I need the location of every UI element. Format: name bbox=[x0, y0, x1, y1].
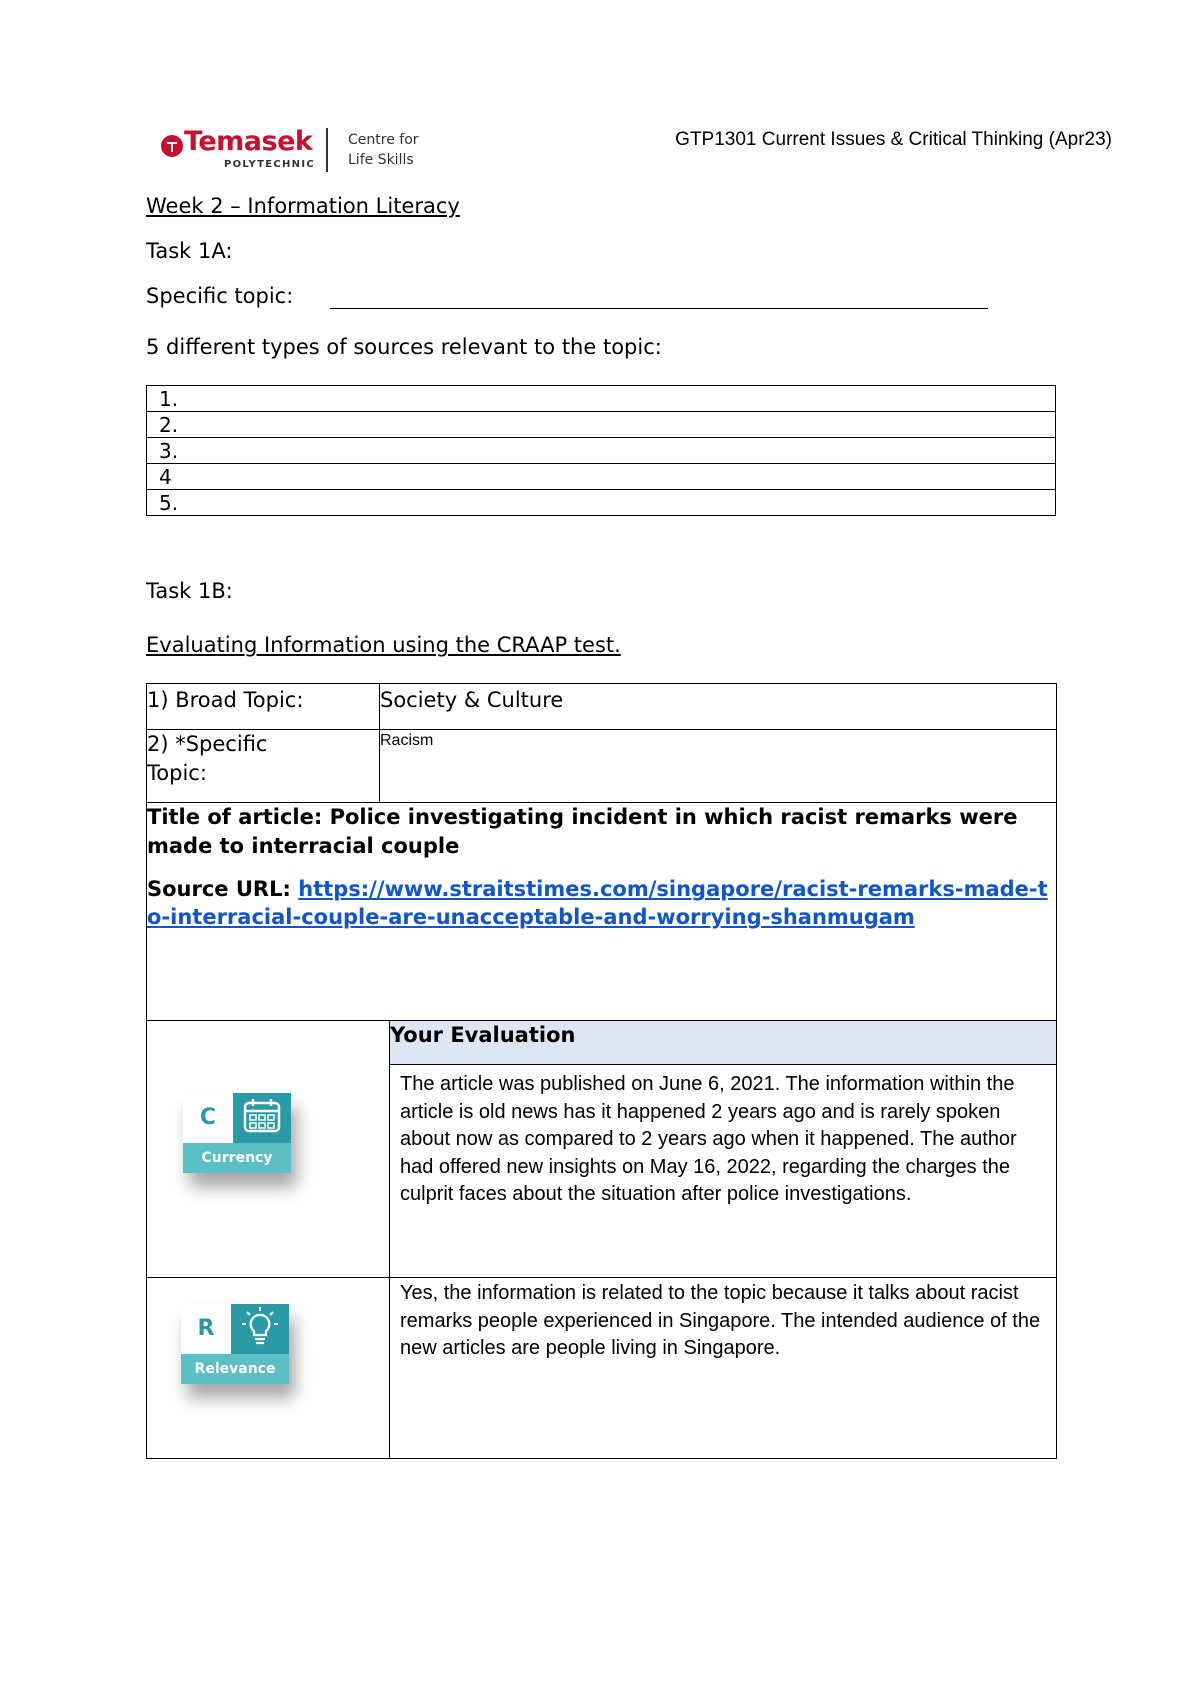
temasek-emblem-icon bbox=[160, 134, 184, 158]
relevance-evaluation-text: Yes, the information is related to the topic because it talks about racist remarks people experienced in Singapore. The intended audience of the new articles are people living in Singapore. bbox=[400, 1282, 1041, 1359]
currency-evaluation-text: The article was published on June 6, 2021. The information within the article is old news has it happened 2 years ago and is rarely spoken about now as compared to 2 years ago when it happened. The author had offered new insights on May 16, 2022, regarding the charges the culprit faces about the situation after police investigations. bbox=[400, 1073, 1017, 1205]
article-title-label: Title of article: bbox=[147, 805, 330, 829]
source-url-label: Source URL: bbox=[147, 877, 299, 901]
specific-topic-value: Racism bbox=[380, 732, 434, 749]
currency-label: Currency bbox=[183, 1143, 291, 1173]
source-cell[interactable]: 4 bbox=[147, 464, 1056, 490]
logo-wordmark: Temasek bbox=[184, 126, 313, 157]
relevance-label: Relevance bbox=[181, 1354, 289, 1384]
logo-subtitle: POLYTECHNIC bbox=[224, 159, 315, 170]
source-row bbox=[147, 490, 1056, 516]
broad-topic-label: 1) Broad Topic: bbox=[147, 688, 304, 712]
specific-topic-label-line1: 2) *Specific bbox=[147, 732, 268, 756]
specific-topic-blank[interactable] bbox=[330, 308, 988, 309]
currency-evaluation-cell[interactable] bbox=[390, 1065, 1057, 1278]
source-row bbox=[147, 386, 1056, 412]
source-url-line bbox=[147, 875, 1056, 931]
article-title bbox=[147, 803, 1056, 861]
source-row bbox=[147, 438, 1056, 464]
task-1b-label: Task 1B: bbox=[146, 579, 233, 603]
logo-unit bbox=[348, 130, 419, 170]
specific-topic-value-cell[interactable] bbox=[380, 730, 1057, 803]
source-row bbox=[147, 464, 1056, 490]
currency-badge bbox=[183, 1093, 291, 1173]
evaluation-heading: Your Evaluation bbox=[390, 1021, 1057, 1065]
specific-topic-label: Specific topic: bbox=[146, 284, 294, 308]
relevance-row bbox=[147, 1278, 1057, 1459]
broad-topic-value-cell[interactable] bbox=[380, 684, 1057, 730]
sources-prompt: 5 different types of sources relevant to the topic: bbox=[146, 335, 662, 359]
relevance-badge-cell bbox=[147, 1278, 390, 1459]
source-url-link[interactable]: https://www.straitstimes.com/singapore/racist-remarks-made-to-interracial-couple-are-unacceptable-and-worrying-shanmugam bbox=[147, 877, 1048, 929]
broad-topic-label-cell bbox=[147, 684, 380, 730]
currency-letter: C bbox=[183, 1093, 233, 1143]
craap-heading: Evaluating Information using the CRAAP test. bbox=[146, 633, 621, 657]
sources-table bbox=[146, 385, 1056, 516]
specific-topic-label-cell bbox=[147, 730, 380, 803]
temasek-logo bbox=[160, 126, 422, 174]
article-cell bbox=[147, 803, 1057, 1021]
logo-unit-line1: Centre for bbox=[348, 132, 419, 148]
course-title: GTP1301 Current Issues & Critical Thinking (Apr23) bbox=[675, 129, 1112, 150]
logo-divider bbox=[326, 128, 328, 172]
relevance-badge bbox=[181, 1304, 289, 1384]
relevance-evaluation-cell[interactable] bbox=[390, 1278, 1057, 1459]
article-row bbox=[147, 803, 1057, 1021]
broad-topic-value: Society & Culture bbox=[380, 688, 564, 712]
calendar-icon bbox=[233, 1093, 291, 1143]
source-cell[interactable]: 5. bbox=[147, 490, 1056, 516]
article-title-value: Police investigating incident in which racist remarks were made to interracial couple bbox=[147, 805, 1018, 858]
source-cell[interactable]: 3. bbox=[147, 438, 1056, 464]
specific-topic-row bbox=[147, 730, 1057, 803]
specific-topic-label-line2: Topic: bbox=[147, 761, 207, 785]
broad-topic-row bbox=[147, 684, 1057, 730]
evaluation-header-row bbox=[147, 1021, 1057, 1065]
source-cell[interactable]: 1. bbox=[147, 386, 1056, 412]
currency-badge-cell bbox=[147, 1021, 390, 1278]
source-cell[interactable]: 2. bbox=[147, 412, 1056, 438]
task-1a-label: Task 1A: bbox=[146, 239, 233, 263]
week-heading: Week 2 – Information Literacy bbox=[146, 194, 460, 218]
source-row bbox=[147, 412, 1056, 438]
lightbulb-icon bbox=[231, 1304, 289, 1354]
logo-unit-line2: Life Skills bbox=[348, 152, 414, 168]
craap-table bbox=[146, 683, 1057, 1459]
relevance-letter: R bbox=[181, 1304, 231, 1354]
